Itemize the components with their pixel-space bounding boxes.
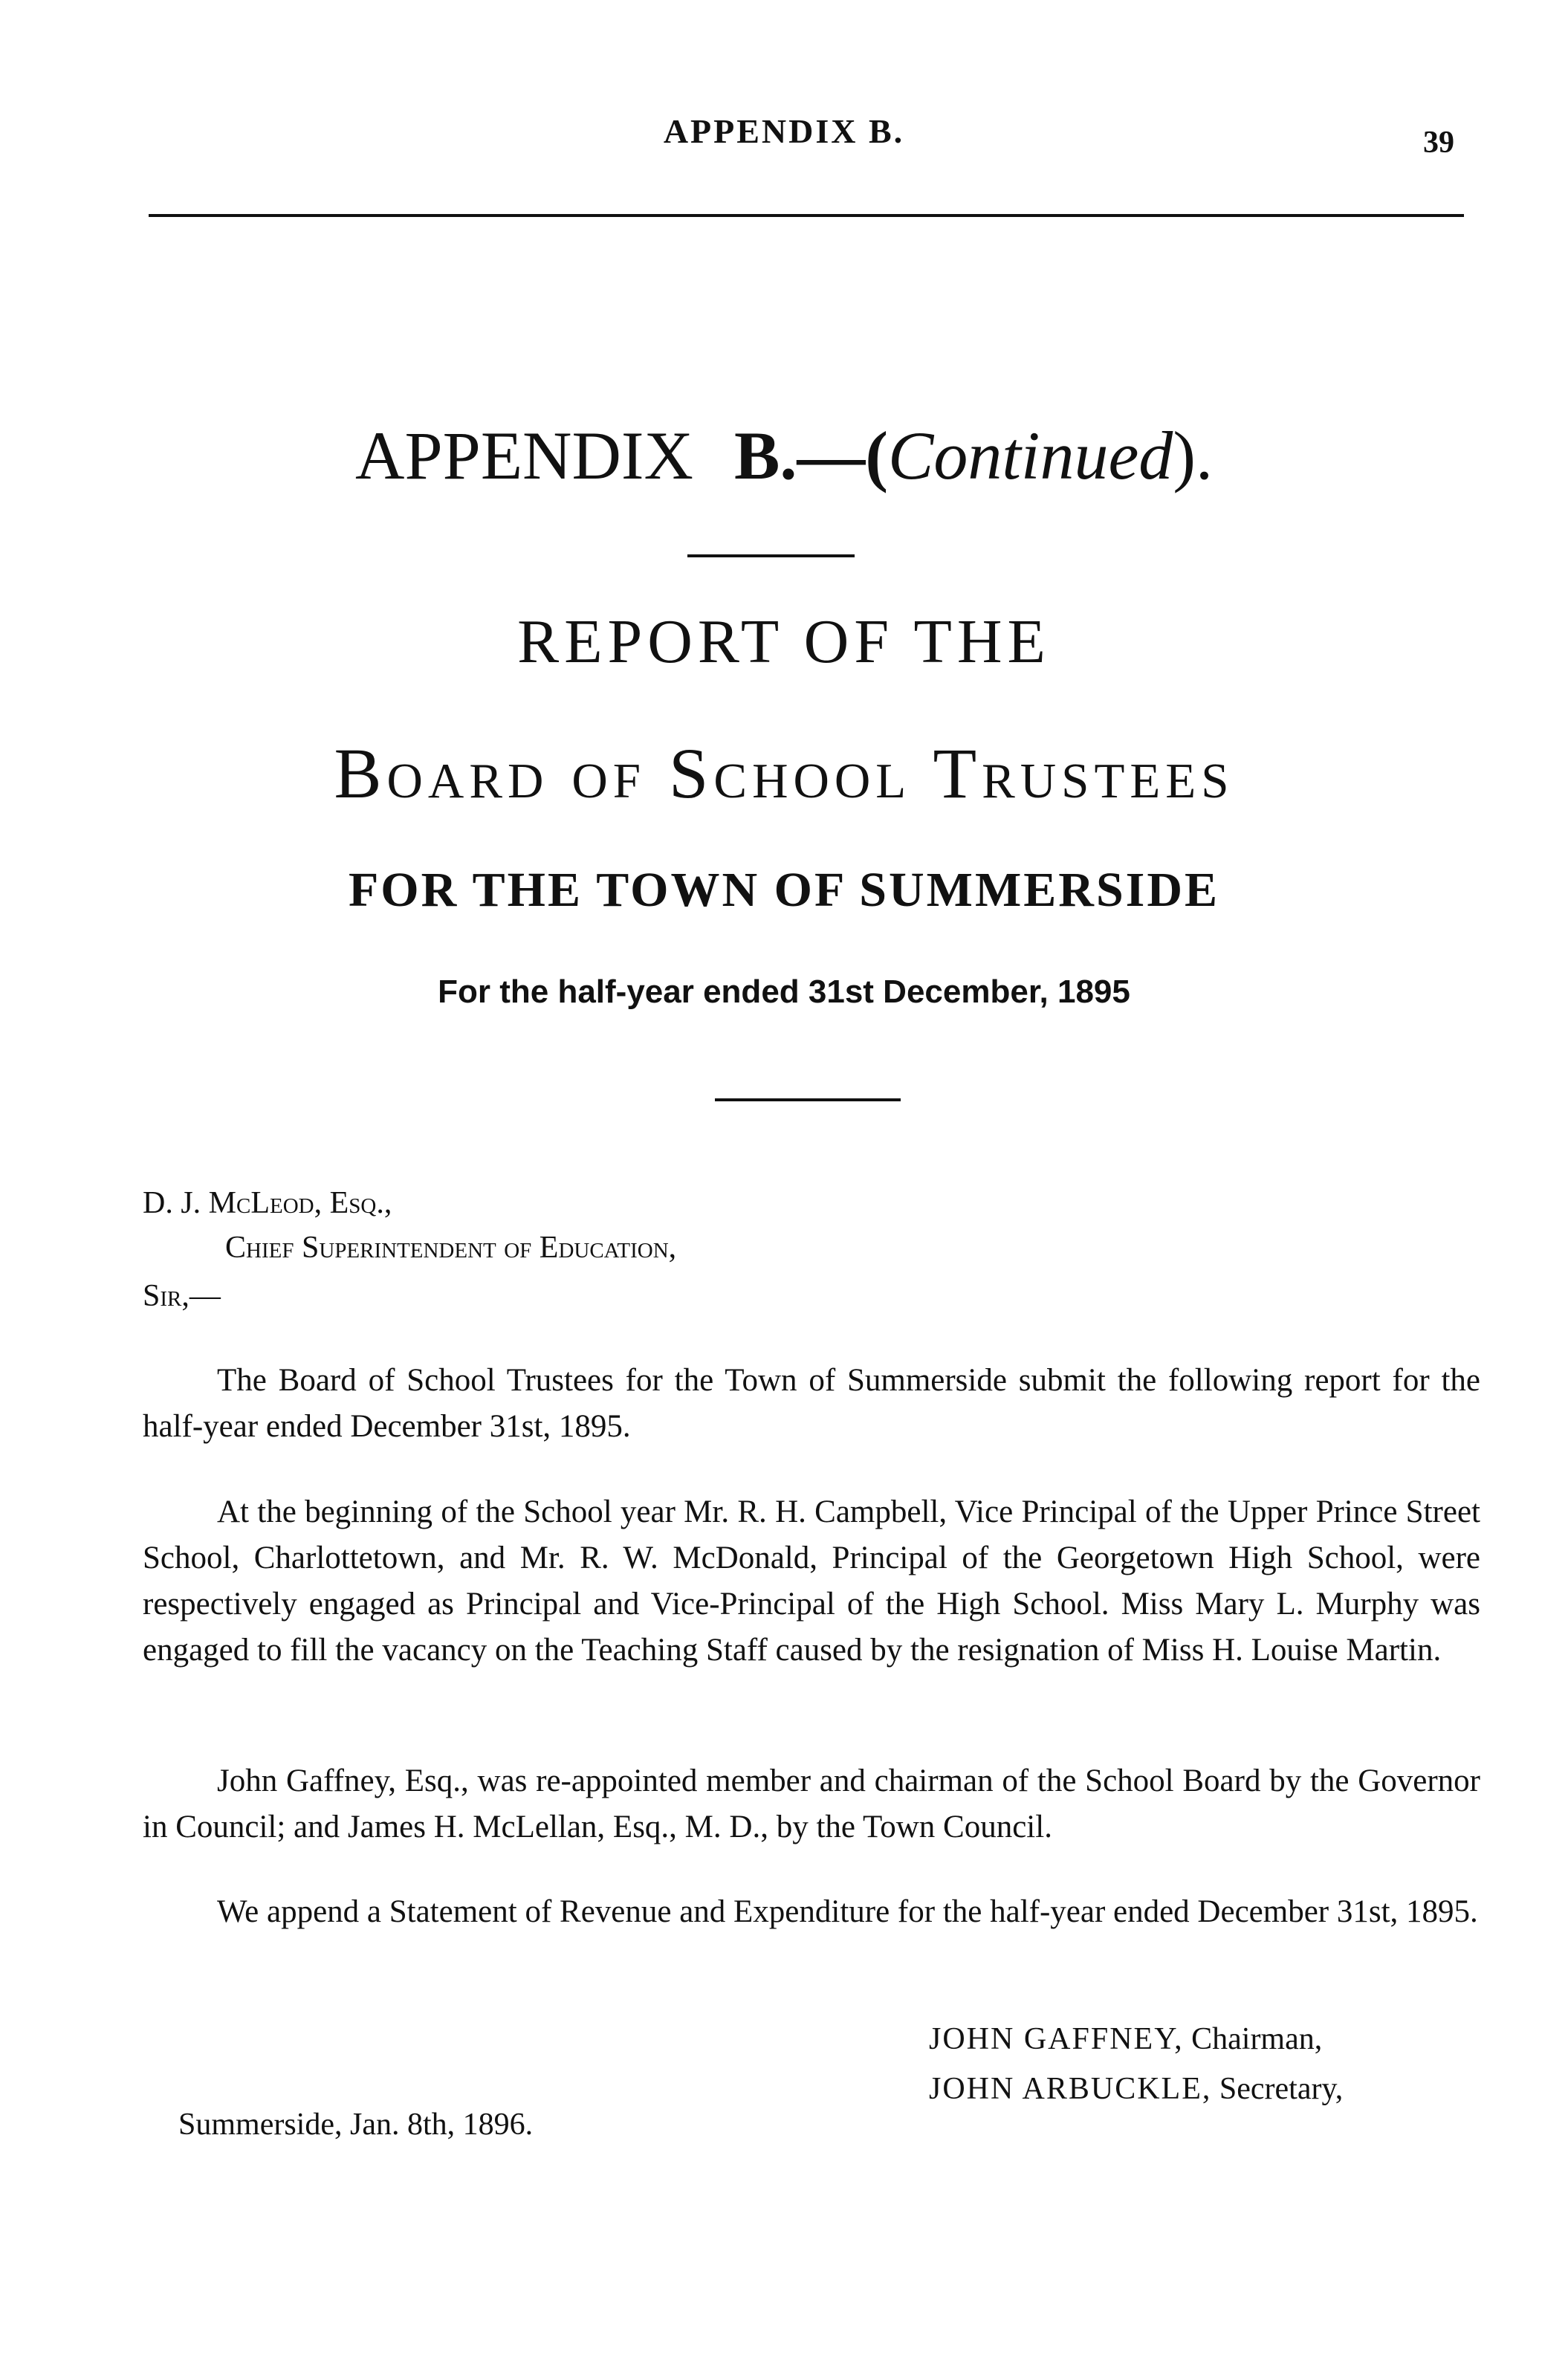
subtitle-divider — [715, 1098, 901, 1101]
board-title: Board of School Trustees — [334, 733, 1234, 813]
signature-secretary — [929, 2071, 1343, 2107]
addressee-name: D. J. McLeod, Esq., — [143, 1186, 392, 1220]
appendix-title — [0, 416, 1568, 495]
place-date: Summerside, Jan. 8th, 1896. — [178, 2108, 534, 2142]
addressee-position: Chief Superintendent of Education, — [225, 1231, 677, 1265]
appendix-letter: B.—( — [733, 418, 888, 493]
running-header: APPENDIX B. — [663, 112, 905, 150]
town-title: FOR THE TOWN OF SUMMERSIDE — [348, 863, 1220, 917]
secretary-role: Secretary, — [1211, 2072, 1344, 2106]
chairman-name: JOHN GAFFNEY, — [929, 2022, 1184, 2056]
signature-chairman — [929, 2021, 1322, 2057]
paragraph-3: John Gaffney, Esq., was re-appointed member and chairman of the School Board by the Governor in Council; and James H. McLellan, Esq., M. D., by the Town Council. — [143, 1763, 1480, 1844]
appendix-word: APPENDIX — [355, 418, 693, 493]
paragraph-4: We append a Statement of Revenue and Expenditure for the half-year ended December 31st, 1895. — [217, 1894, 1478, 1929]
report-title: REPORT OF THE — [517, 607, 1051, 676]
paragraph-2: At the beginning of the School year Mr. R. H. Campbell, Vice Principal of the Upper Prince Street School, Charlottetown, and Mr. R. W. McDonald, Principal of the Georgetown High School, were respectively engaged as Principal and Vice-Principal of the High School. Miss Mary L. Murphy was engaged to fill the vacancy on the Teaching Staff caused by the resignation of Miss H. Louise Martin. — [143, 1494, 1480, 1668]
secretary-name: JOHN ARBUCKLE, — [929, 2072, 1212, 2106]
paragraph-1: The Board of School Trustees for the Town of Summerside submit the following report for the half-year ended December 31st, 1895. — [143, 1363, 1480, 1444]
title-divider — [687, 554, 855, 557]
header-rule — [149, 214, 1464, 217]
salutation: Sir,— — [143, 1279, 221, 1313]
chairman-role: Chairman, — [1183, 2022, 1323, 2056]
period-subtitle: For the half-year ended 31st December, 1895 — [438, 974, 1130, 1010]
continued-label: Continued — [887, 418, 1173, 493]
appendix-close: ). — [1173, 418, 1213, 493]
page-number: 39 — [1423, 126, 1454, 160]
